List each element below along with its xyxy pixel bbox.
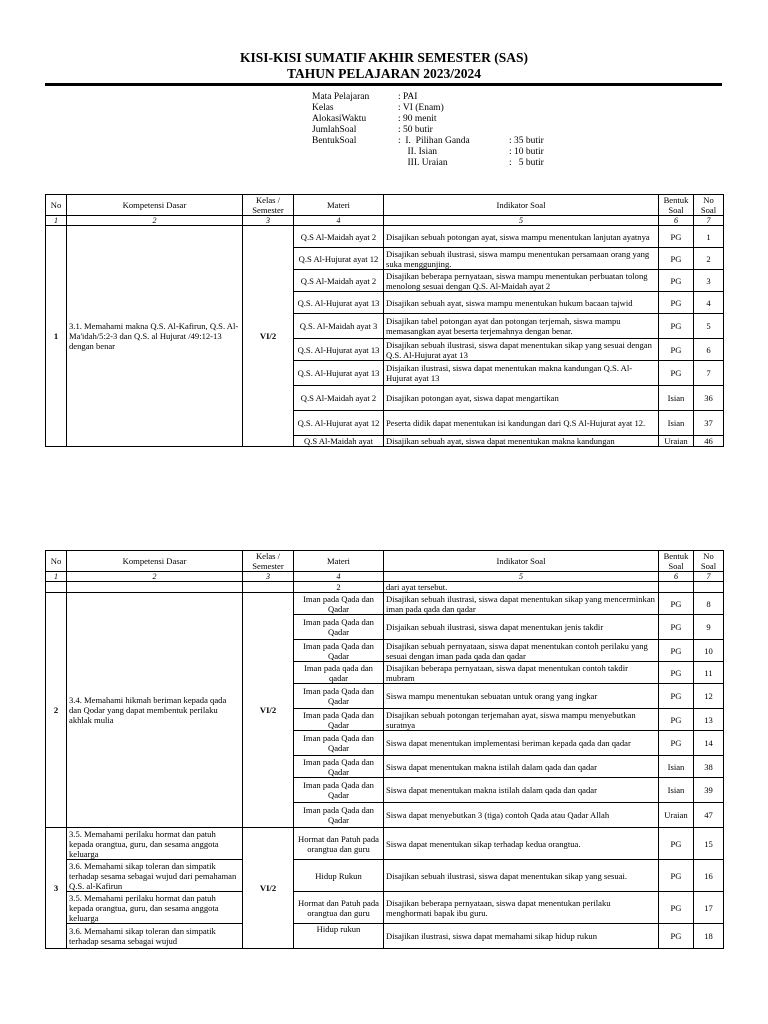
kompetensi-dasar: 3.4. Memahami hikmah beriman kepada qada dan Qodar yang dapat membentuk perilaku akhlak mulia bbox=[67, 593, 243, 828]
kompetensi-dasar: 3.1. Memahami makna Q.S. Al-Kafirun, Q.S. Al-Ma'idah/5:2-3 dan Q.S. al Hujurat /49:12-13 dengan benar bbox=[67, 226, 243, 447]
meta-label: Kelas bbox=[312, 103, 334, 113]
kompetensi-dasar: 3.5. Memahami perilaku hormat dan patuh kepada orangtua, guru, dan sesama anggota keluarga bbox=[67, 892, 243, 924]
table-row bbox=[46, 828, 724, 860]
bentuk-cell: PG bbox=[659, 924, 694, 949]
bentuk-cell: Isian bbox=[659, 778, 694, 803]
bentuk-cell: PG bbox=[659, 593, 694, 615]
nosoal-cell: 16 bbox=[694, 860, 724, 892]
title-rule bbox=[45, 83, 722, 86]
col-num: 1 bbox=[46, 216, 67, 226]
indikator-cell: dari ayat tersebut. bbox=[384, 582, 659, 593]
bentuk-cell: Isian bbox=[659, 386, 694, 411]
materi-cell: Iman pada Qada dan Qadar bbox=[294, 709, 384, 731]
empty-cell bbox=[659, 582, 694, 593]
kelas-semester: VI/2 bbox=[243, 593, 294, 828]
bentuk-cell: PG bbox=[659, 828, 694, 860]
nosoal-cell: 39 bbox=[694, 778, 724, 803]
materi-cell: Hormat dan Patuh pada orangtua dan guru bbox=[294, 828, 384, 860]
header-kelas: Kelas / Semester bbox=[243, 551, 294, 572]
col-num: 6 bbox=[659, 572, 694, 582]
empty-cell bbox=[67, 582, 243, 593]
bentuk-cell: Isian bbox=[659, 411, 694, 436]
bentuk-cell: Isian bbox=[659, 756, 694, 778]
materi-cell: Q.S. Al-Hujurat ayat 13 bbox=[294, 361, 384, 386]
nosoal-cell: 36 bbox=[694, 386, 724, 411]
materi-cell: Hidup Rukun bbox=[294, 860, 384, 892]
bentuk-name: II. Isian bbox=[398, 147, 438, 157]
materi-cell: Iman pada qada dan qadar bbox=[294, 662, 384, 684]
header-no: No bbox=[46, 551, 67, 572]
table-row bbox=[46, 593, 724, 615]
empty-cell bbox=[46, 582, 67, 593]
meta-row bbox=[312, 136, 544, 169]
row-no: 3 bbox=[46, 828, 67, 949]
indikator-cell: Disajikan potongan ayat, siswa dapat mengartikan bbox=[384, 386, 659, 411]
column-number-row bbox=[46, 572, 724, 582]
bentuk-name: III. Uraian bbox=[398, 158, 448, 168]
table-header-row bbox=[46, 195, 724, 216]
empty-cell bbox=[243, 582, 294, 593]
header-bentuk: Bentuk Soal bbox=[659, 551, 694, 572]
col-num: 7 bbox=[694, 216, 724, 226]
col-num: 3 bbox=[243, 216, 294, 226]
header-materi: Materi bbox=[294, 551, 384, 572]
kelas-semester: VI/2 bbox=[243, 226, 294, 447]
kompetensi-dasar: 3.6. Memahami sikap toleran dan simpatik terhadap sesama sebagai wujud bbox=[67, 924, 243, 949]
nosoal-cell: 9 bbox=[694, 615, 724, 640]
bentuk-cell: PG bbox=[659, 892, 694, 924]
materi-cell: Iman pada Qada dan Qadar bbox=[294, 684, 384, 709]
header-indikator: Indikator Soal bbox=[384, 551, 659, 572]
header-no: No bbox=[46, 195, 67, 216]
bentuk-cell: PG bbox=[659, 339, 694, 361]
nosoal-cell: 5 bbox=[694, 314, 724, 339]
document-title: KISI-KISI SUMATIF AKHIR SEMESTER (SAS) bbox=[239, 50, 529, 65]
indikator-cell: Disajikan sebuah ilustrasi, siswa mampu menentukan persamaan orang yang suka menggunjing. bbox=[384, 248, 659, 270]
header-nosoal: No Soal bbox=[694, 195, 724, 216]
nosoal-cell: 38 bbox=[694, 756, 724, 778]
header-kelas: Kelas / Semester bbox=[243, 195, 294, 216]
indikator-cell: Disajikan ilustrasi, siswa dapat memahami sikap hidup rukun bbox=[384, 924, 659, 949]
nosoal-cell: 37 bbox=[694, 411, 724, 436]
nosoal-cell: 47 bbox=[694, 803, 724, 828]
materi-cell: Q.S Al-Hujurat ayat 12 bbox=[294, 248, 384, 270]
bentuk-cell: PG bbox=[659, 860, 694, 892]
nosoal-cell: 13 bbox=[694, 709, 724, 731]
bentuk-cell: Uraian bbox=[659, 436, 694, 447]
indikator-cell: Siswa mampu menentukan sebuatan untuk orang yang ingkar bbox=[384, 684, 659, 709]
table-row bbox=[46, 860, 724, 892]
nosoal-cell: 4 bbox=[694, 292, 724, 314]
kompetensi-dasar: 3.5. Memahami perilaku hormat dan patuh kepada orangtua, guru, dan sesama anggota keluarga bbox=[67, 828, 243, 860]
materi-cell: Q.S Al-Maidah ayat 2 bbox=[294, 270, 384, 292]
indikator-cell: Siswa dapat menentukan implementasi beriman kepada qada dan qadar bbox=[384, 731, 659, 756]
bentuk-cell: PG bbox=[659, 270, 694, 292]
materi-cell: Iman pada Qada dan Qadar bbox=[294, 803, 384, 828]
col-num: 5 bbox=[384, 572, 659, 582]
indikator-cell: Disajikan sebuah potongan terjemahan ayat, siswa mampu menyebutkan suratnya bbox=[384, 709, 659, 731]
kisi-table-1 bbox=[45, 194, 724, 447]
kisi-table-2 bbox=[45, 550, 724, 949]
indikator-cell: Disajikan sebuah ilustrasi, siswa dapat menentukan sikap yang sesuai dengan Q.S. Al-Hujurat ayat 13 bbox=[384, 339, 659, 361]
indikator-cell: Disajikan sebuah ilustrasi, siswa dapat menentukan sikap yang sesuai. bbox=[384, 860, 659, 892]
indikator-cell: Disajikan sebuah potongan ayat, siswa mampu menentukan lanjutan ayatnya bbox=[384, 226, 659, 248]
row-no: 2 bbox=[46, 593, 67, 828]
nosoal-cell: 17 bbox=[694, 892, 724, 924]
nosoal-cell: 14 bbox=[694, 731, 724, 756]
materi-cell: Hidup rukun bbox=[294, 924, 384, 949]
table-row bbox=[46, 924, 724, 949]
col-num: 2 bbox=[67, 216, 243, 226]
indikator-cell: Disajikan tabel potongan ayat dan potongan terjemah, siswa mampu memasangkan ayat beserta terjemahnya dengan benar. bbox=[384, 314, 659, 339]
nosoal-cell: 12 bbox=[694, 684, 724, 709]
indikator-cell: Disajikan sebuah pernyataan, siswa dapat menentukan contoh perilaku yang sesuai dengan iman pada qada dan qadar bbox=[384, 640, 659, 662]
bentuk-cell: PG bbox=[659, 314, 694, 339]
materi-cell: Iman pada Qada dan Qadar bbox=[294, 615, 384, 640]
indikator-cell: Siswa dapat menentukan sikap terhadap kedua orangtua. bbox=[384, 828, 659, 860]
meta-row bbox=[312, 125, 544, 136]
materi-cell: Q.S Al-Maidah ayat 2 bbox=[294, 386, 384, 411]
nosoal-cell: 3 bbox=[694, 270, 724, 292]
indikator-cell: Disajikan sebuah ilustrasi, siswa dapat menentukan sikap yang mencerminkan iman pada qada dan qadar bbox=[384, 593, 659, 615]
bentuk-cell: PG bbox=[659, 709, 694, 731]
header-bentuk: Bentuk Soal bbox=[659, 195, 694, 216]
indikator-cell: Disjaikan sebuah ilustrasi, siswa dapat menentukan jenis takdir bbox=[384, 615, 659, 640]
column-number-row bbox=[46, 216, 724, 226]
bentuk-cell: Uraian bbox=[659, 803, 694, 828]
materi-cell: Q.S. Al-Hujurat ayat 13 bbox=[294, 292, 384, 314]
bentuk-cell: PG bbox=[659, 226, 694, 248]
meta-value: : 50 butir bbox=[398, 125, 433, 135]
table-row bbox=[46, 892, 724, 924]
nosoal-cell: 11 bbox=[694, 662, 724, 684]
indikator-cell: Disajikan beberapa pernyataan, siswa mampu menentukan perbuatan tolong menolong sesuai dengan Q.S. Al-Maidah ayat 2 bbox=[384, 270, 659, 292]
nosoal-cell: 15 bbox=[694, 828, 724, 860]
continuation-row bbox=[46, 582, 724, 593]
col-num: 4 bbox=[294, 572, 384, 582]
materi-cell: 2 bbox=[294, 582, 384, 593]
meta-label: BentukSoal bbox=[312, 136, 357, 146]
indikator-cell: Siswa dapat menyebutkan 3 (tiga) contoh Qada atau Qadar Allah bbox=[384, 803, 659, 828]
col-num: 2 bbox=[67, 572, 243, 582]
bentuk-cell: PG bbox=[659, 615, 694, 640]
bentuk-name: : I. Pilihan Ganda bbox=[398, 136, 470, 146]
meta-row bbox=[312, 114, 544, 125]
col-num: 5 bbox=[384, 216, 659, 226]
meta-row bbox=[312, 103, 544, 114]
document-subtitle: TAHUN PELAJARAN 2023/2024 bbox=[286, 66, 481, 81]
indikator-cell: Disajikan beberapa pernyataan, siswa dapat menentukan perilaku menghormati bapak ibu guru. bbox=[384, 892, 659, 924]
table-header-row bbox=[46, 551, 724, 572]
bentuk-cell: PG bbox=[659, 662, 694, 684]
indikator-cell: Disajikan beberapa pernyataan, siswa dapat menentukan contoh takdir mubram bbox=[384, 662, 659, 684]
materi-cell: Q.S. Al-Maidah ayat 3 bbox=[294, 314, 384, 339]
meta-label: Mata Pelajaran bbox=[312, 92, 370, 102]
header-kd: Kompetensi Dasar bbox=[67, 195, 243, 216]
materi-cell: Iman pada Qada dan Qadar bbox=[294, 778, 384, 803]
col-num: 6 bbox=[659, 216, 694, 226]
materi-cell: Q.S. Al-Hujurat ayat 12 bbox=[294, 411, 384, 436]
indikator-cell: Disajikan sebuah ayat, siswa dapat menentukan makna kandungan bbox=[384, 436, 659, 447]
meta-block bbox=[312, 92, 544, 169]
meta-value: : PAI bbox=[398, 92, 418, 102]
bentuk-list bbox=[398, 136, 544, 169]
header-indikator: Indikator Soal bbox=[384, 195, 659, 216]
bentuk-cell: PG bbox=[659, 640, 694, 662]
indikator-cell: Peserta didik dapat menentukan isi kandungan dari Q.S Al-Hujurat ayat 12. bbox=[384, 411, 659, 436]
bentuk-count: : 35 butir bbox=[509, 136, 544, 146]
materi-cell: Iman pada Qada dan Qadar bbox=[294, 593, 384, 615]
materi-cell: Iman pada Qada dan Qadar bbox=[294, 640, 384, 662]
header-materi: Materi bbox=[294, 195, 384, 216]
bentuk-cell: PG bbox=[659, 684, 694, 709]
empty-cell bbox=[694, 582, 724, 593]
header-kd: Kompetensi Dasar bbox=[67, 551, 243, 572]
bentuk-cell: PG bbox=[659, 361, 694, 386]
nosoal-cell: 18 bbox=[694, 924, 724, 949]
bentuk-cell: PG bbox=[659, 248, 694, 270]
col-num: 1 bbox=[46, 572, 67, 582]
materi-cell: Q.S Al-Maidah ayat 2 bbox=[294, 226, 384, 248]
nosoal-cell: 6 bbox=[694, 339, 724, 361]
nosoal-cell: 8 bbox=[694, 593, 724, 615]
col-num: 7 bbox=[694, 572, 724, 582]
indikator-cell: Siswa dapat menentukan makna istilah dalam qada dan qadar bbox=[384, 778, 659, 803]
bentuk-count: : 10 butir bbox=[509, 147, 544, 157]
materi-cell: Q.S. Al-Hujurat ayat 13 bbox=[294, 339, 384, 361]
meta-value: : VI (Enam) bbox=[398, 103, 444, 113]
materi-cell: Iman pada Qada dan Qadar bbox=[294, 756, 384, 778]
table-row bbox=[46, 226, 724, 248]
nosoal-cell: 2 bbox=[694, 248, 724, 270]
col-num: 4 bbox=[294, 216, 384, 226]
kelas-semester: VI/2 bbox=[243, 828, 294, 949]
nosoal-cell: 7 bbox=[694, 361, 724, 386]
nosoal-cell: 10 bbox=[694, 640, 724, 662]
indikator-cell: Disajikan sebuah ayat, siswa mampu menentukan hukum bacaan tajwid bbox=[384, 292, 659, 314]
indikator-cell: Siswa dapat menentukan makna istilah dalam qada dan qadar bbox=[384, 756, 659, 778]
row-no: 1 bbox=[46, 226, 67, 447]
meta-row bbox=[312, 92, 544, 103]
materi-cell: Hormat dan Patuh pada orangtua dan guru bbox=[294, 892, 384, 924]
bentuk-cell: PG bbox=[659, 731, 694, 756]
meta-label: AlokasiWaktu bbox=[312, 114, 367, 124]
bentuk-cell: PG bbox=[659, 292, 694, 314]
meta-value: : 90 menit bbox=[398, 114, 437, 124]
bentuk-count: : 5 butir bbox=[509, 158, 544, 168]
header-nosoal: No Soal bbox=[694, 551, 724, 572]
col-num: 3 bbox=[243, 572, 294, 582]
materi-cell: Q.S Al-Maidah ayat bbox=[294, 436, 384, 447]
nosoal-cell: 46 bbox=[694, 436, 724, 447]
indikator-cell: Disjaikan ilustrasi, siswa dapat menentukan makna kandungan Q.S. Al-Hujurat ayat 13 bbox=[384, 361, 659, 386]
kompetensi-dasar: 3.6. Memahami sikap toleran dan simpatik terhadap sesama sebagai wujud dari pemahaman Q.S. al-Kafirun bbox=[67, 860, 243, 892]
nosoal-cell: 1 bbox=[694, 226, 724, 248]
meta-label: JumlahSoal bbox=[312, 125, 357, 135]
materi-cell: Iman pada Qada dan Qadar bbox=[294, 731, 384, 756]
